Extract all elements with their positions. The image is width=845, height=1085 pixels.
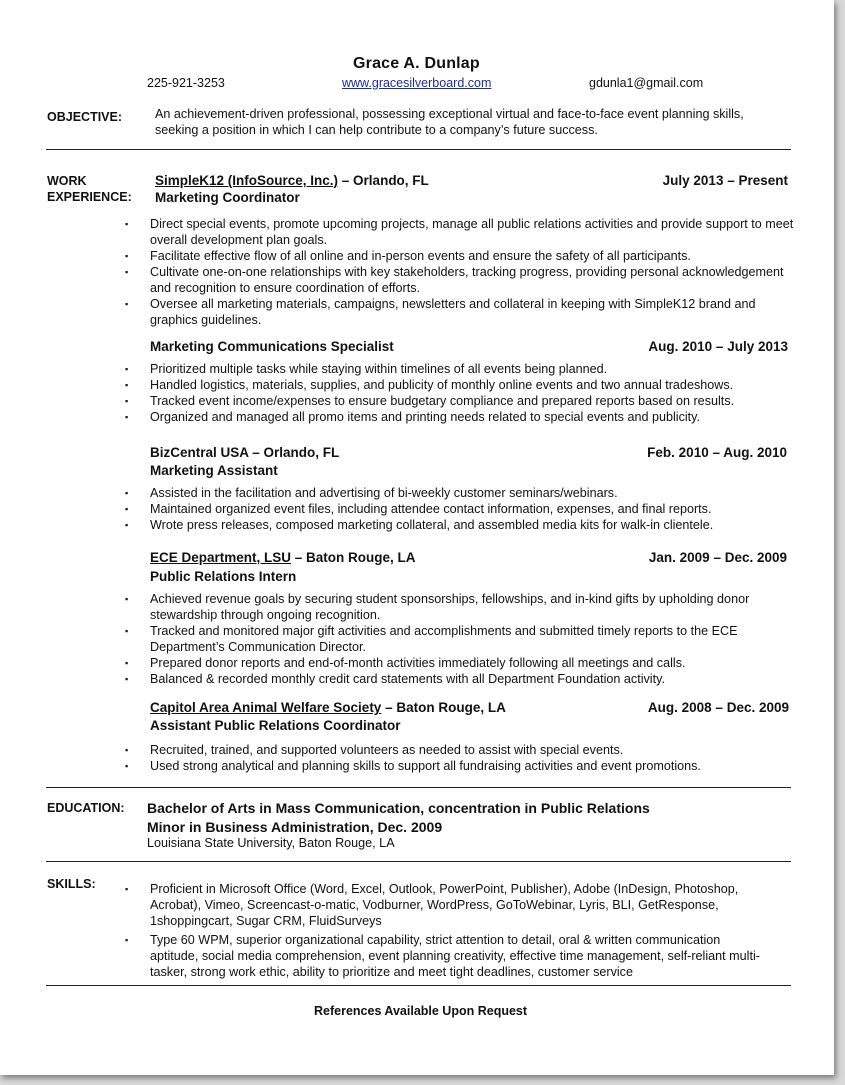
minor: Minor in Business Administration, Dec. 2009 <box>147 819 443 835</box>
list-item: ▪ Wrote press releases, composed marketing collateral, and assembled media kits for walk-in clientele. <box>150 517 820 533</box>
job-title: Marketing Communications Specialist <box>150 339 394 354</box>
job-employer: Capitol Area Animal Welfare Society – Baton Rouge, LA <box>150 700 506 715</box>
objective-label: OBJECTIVE: <box>47 110 123 124</box>
job-bullets <box>150 485 820 533</box>
list-item: ▪ Handled logistics, materials, supplies, and publicity of monthly online events and two annual tradeshows. <box>150 377 820 393</box>
candidate-name: Grace A. Dunlap <box>353 55 480 72</box>
job-bullets <box>150 216 800 328</box>
divider <box>46 985 791 986</box>
job-employer: BizCentral USA – Orlando, FL <box>150 445 340 460</box>
job-title: Assistant Public Relations Coordinator <box>150 718 401 733</box>
list-item: ▪ Cultivate one-on-one relationships with key stakeholders, tracking progress, providing personal acknowledgement and recognition to ensure coordination of efforts. <box>150 264 800 296</box>
job-dates: Aug. 2010 – July 2013 <box>648 339 788 354</box>
job-employer: SimpleK12 (InfoSource, Inc.) – Orlando, FL <box>155 173 429 188</box>
skills-bullets <box>150 881 770 980</box>
list-item: ▪ Organized and managed all promo items and printing needs related to special events and publicity. <box>150 409 820 425</box>
list-item: ▪ Used strong analytical and planning skills to support all fundraising activities and event promotions. <box>150 758 820 774</box>
list-item: ▪ Prepared donor reports and end-of-month activities immediately following all meetings and calls. <box>150 655 795 671</box>
phone-number: 225-921-3253 <box>147 76 225 90</box>
list-item: ▪ Assisted in the facilitation and advertising of bi-weekly customer seminars/webinars. <box>150 485 820 501</box>
references-note: References Available Upon Request <box>314 1004 528 1018</box>
list-item: ▪ Achieved revenue goals by securing student sponsorships, fellowships, and in-kind gifts by upholding donor stewardship through ongoing recognition. <box>150 591 795 623</box>
job-dates: July 2013 – Present <box>662 173 788 188</box>
list-item: ▪ Direct special events, promote upcoming projects, manage all public relations activities and provide support to meet overall development plan goals. <box>150 216 800 248</box>
work-label: WORK <box>47 174 87 188</box>
divider <box>46 149 791 150</box>
job-title: Marketing Coordinator <box>155 190 300 205</box>
job-bullets <box>150 361 820 425</box>
job-bullets <box>150 591 795 687</box>
school: Louisiana State University, Baton Rouge, LA <box>147 836 395 850</box>
education-label: EDUCATION: <box>47 801 125 815</box>
list-item: ▪ Oversee all marketing materials, campaigns, newsletters and collateral in keeping with SimpleK12 brand and graphics guidelines. <box>150 296 800 328</box>
list-item: ▪ Recruited, trained, and supported volunteers as needed to assist with special events. <box>150 742 820 758</box>
list-item: ▪ Type 60 WPM, superior organizational capability, strict attention to detail, oral & written communication aptitude, social media comprehension, event planning creativity, effective time management, self-reliant multi-tasker, strong work ethic, ability to prioritize and meet tight deadlines, customer service <box>150 932 770 980</box>
list-item: ▪ Tracked and monitored major gift activities and accomplishments and submitted timely reports to the ECE Department’s Communication Director. <box>150 623 795 655</box>
list-item: ▪ Facilitate effective flow of all online and in-person events and ensure the safety of all participants. <box>150 248 800 264</box>
skills-label: SKILLS: <box>47 877 96 891</box>
experience-label: EXPERIENCE: <box>47 190 132 204</box>
list-item: ▪ Prioritized multiple tasks while staying within timelines of all events being planned. <box>150 361 820 377</box>
job-employer: ECE Department, LSU – Baton Rouge, LA <box>150 550 416 565</box>
job-bullets <box>150 742 820 774</box>
degree: Bachelor of Arts in Mass Communication, concentration in Public Relations <box>147 800 650 816</box>
objective-text: An achievement-driven professional, possessing exceptional virtual and face-to-face event planning skills, seeking a position in which I can help contribute to a company’s future success. <box>155 107 744 137</box>
job-dates: Jan. 2009 – Dec. 2009 <box>648 550 787 565</box>
job-dates: Aug. 2008 – Dec. 2009 <box>647 700 789 715</box>
list-item: ▪ Maintained organized event files, including attendee contact information, expenses, and final reports. <box>150 501 820 517</box>
list-item: ▪ Tracked event income/expenses to ensure budgetary compliance and prepared reports based on results. <box>150 393 820 409</box>
job-dates: Feb. 2010 – Aug. 2010 <box>647 445 787 460</box>
job-title: Marketing Assistant <box>150 463 278 478</box>
divider <box>46 787 791 788</box>
website-link-text[interactable]: www.gracesilverboard.com <box>342 76 492 90</box>
email-address: gdunla1@gmail.com <box>589 76 704 90</box>
list-item: ▪ Proficient in Microsoft Office (Word, Excel, Outlook, PowerPoint, Publisher), Adobe (InDesign, Photoshop, Acrobat), Vimeo, Screencast-o-matic, Vodburner, WordPress, GoToWebinar, Lyris, BLI, GetResponse, 1shoppingcart, Sugar CRM, FluidSurveys <box>150 881 770 929</box>
divider <box>46 861 791 862</box>
job-title: Public Relations Intern <box>150 569 297 584</box>
list-item: ▪ Balanced & recorded monthly credit card statements with all Department Foundation activity. <box>150 671 795 687</box>
website-link[interactable] <box>342 76 491 90</box>
